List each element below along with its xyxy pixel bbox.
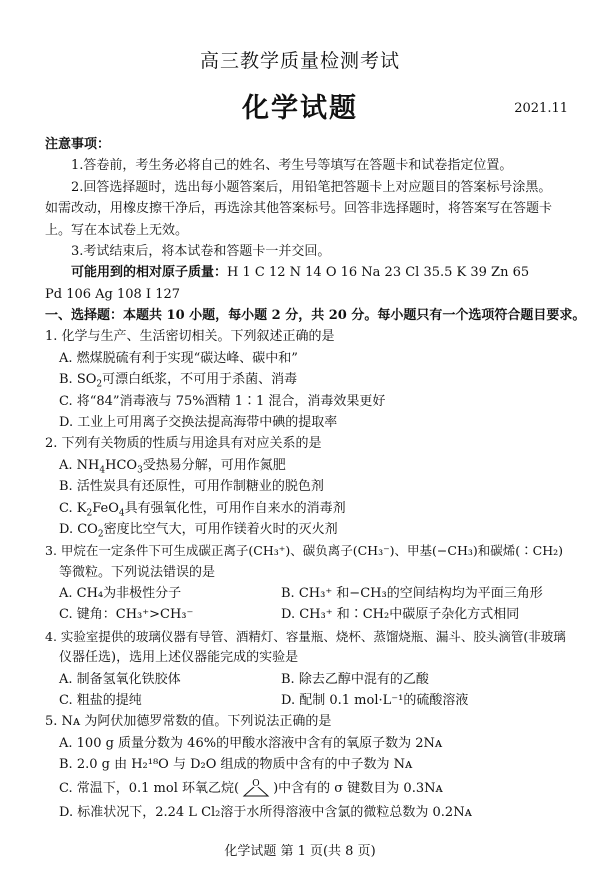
q2-c-sub-2: 4: [118, 508, 125, 519]
notice-item-3: 3.考试结束后，将本试卷和答题卡一并交回。: [71, 243, 331, 259]
q2-a-sub-1: 4: [99, 465, 106, 476]
notice-item-2-line-3: 上。写在本试卷上无效。: [45, 222, 189, 238]
q2-option-c: [45, 498, 585, 519]
q2-c-text-1: C. K: [59, 500, 87, 516]
q3-option-c: C. 键角：CH₃⁺>CH₃⁻: [59, 607, 194, 623]
page-footer: 化学试题 第 1 页(共 8 页): [224, 844, 376, 859]
notice-heading: 注意事项：: [45, 137, 111, 152]
q1-stem: 1. 化学与生产、生活密切相关。下列叙述正确的是: [45, 329, 335, 345]
q2-option-a: [45, 455, 585, 476]
q3-option-d: D. CH₃⁺ 和∶CH₂中碳原子杂化方式相同: [281, 607, 520, 623]
exam-date: 2021.11: [514, 101, 568, 116]
atomic-mass-label: 可能用到的相对原子质量：: [71, 265, 228, 281]
notice-item-2-line-2: 如需改动，用橡皮擦干净后，再选涂其他答案标号。回答非选择题时，将答案写在答题卡: [45, 201, 553, 217]
epoxide-structure-icon: [241, 778, 271, 798]
atomic-mass-values-2: Pd 106 Ag 108 I 127: [45, 286, 181, 302]
q2-option-b: B. 活性炭具有还原性，可用作制糖业的脱色剂: [59, 479, 324, 495]
questions-section: [45, 305, 585, 823]
q3-stem-line-1: 3. 甲烷在一定条件下可生成碳正离子(CH₃⁺)、碳负离子(CH₃⁻)、甲基(−CH₃)和碳烯(∶CH₂): [45, 543, 563, 559]
q4-option-d: D. 配制 0.1 mol·L⁻¹的硫酸溶液: [281, 693, 469, 709]
q4-options-cd: [45, 690, 585, 711]
q2-a-text-2: HCO: [105, 457, 138, 473]
notice-item-2-line-1: 2.回答选择题时，选出每小题答案后，用铅笔把答题卡上对应题目的答案标号涂黑。: [71, 179, 552, 195]
q2-c-text-2: FeO: [92, 500, 119, 516]
q1-b-text-2: 可漂白纸浆，不可用于杀菌、消毒: [102, 372, 298, 388]
notice-section: [45, 134, 585, 305]
q4-stem-line-1: 4. 实验室提供的玻璃仪器有导管、酒精灯、容量瓶、烧杯、蒸馏烧瓶、漏斗、胶头滴管(非玻璃: [45, 628, 566, 644]
q4-options-ab: [45, 669, 585, 690]
q3-options-ab: [45, 583, 585, 604]
q2-stem: 2. 下列有关物质的性质与用途具有对应关系的是: [45, 436, 322, 452]
q5-stem: 5. Nᴀ 为阿伏加德罗常数的值。下列说法正确的是: [45, 714, 332, 730]
q3-option-b: B. CH₃⁺ 和−CH₃的空间结构均为平面三角形: [281, 586, 543, 602]
q4-option-c: C. 粗盐的提纯: [59, 693, 142, 709]
q4-option-b: B. 除去乙醇中混有的乙酸: [281, 671, 429, 687]
notice-item-1: 1.答卷前，考生务必将自己的姓名、考生号等填写在答题卡和试卷指定位置。: [71, 158, 513, 174]
subject-title: 化学试题: [242, 93, 358, 124]
q5-option-b: B. 2.0 g 由 H₂¹⁸O 与 D₂O 组成的物质中含有的中子数为 Nᴀ: [59, 757, 413, 773]
q2-d-sub: 2: [97, 529, 104, 540]
q3-stem-line-2: 等微粒。下列说法错误的是: [59, 564, 216, 580]
q5-option-d: D. 标准状况下，2.24 L Cl₂溶于水所得溶液中含氯的微粒总数为 0.2Nᴀ: [59, 804, 472, 820]
q2-c-text-3: 具有强氧化性，可用作自来水的消毒剂: [124, 500, 346, 516]
epoxide-oxygen-label: O: [252, 779, 260, 790]
q3-options-cd: [45, 604, 585, 625]
q1-b-sub: 2: [96, 379, 103, 390]
q1-b-text-1: B. SO: [59, 372, 97, 388]
q4-stem-line-2: 仪器任选)，选用上述仪器能完成的实验是: [59, 650, 299, 666]
atomic-mass-line-1: [45, 262, 585, 283]
q2-a-text-1: A. NH: [59, 457, 100, 473]
q2-c-sub-1: 2: [86, 508, 93, 519]
q5-option-c: [45, 776, 585, 802]
q2-d-text-2: 密度比空气大，可用作镁着火时的灭火剂: [103, 521, 338, 537]
exam-title: 高三教学质量检测考试: [199, 50, 400, 72]
q2-d-text-1: D. CO: [59, 521, 98, 537]
q1-option-b: [45, 369, 585, 390]
q5-c-text-1: C. 常温下，0.1 mol 环氧乙烷(: [59, 780, 240, 796]
section1-heading: 一、选择题：本题共 10 小题，每小题 2 分，共 20 分。每小题只有一个选项符合题目要求。: [45, 308, 586, 323]
q3-option-a: A. CH₄为非极性分子: [59, 586, 182, 602]
q2-option-d: [45, 519, 585, 540]
q2-a-text-3: 受热易分解，可用作氮肥: [142, 457, 286, 473]
q4-option-a: A. 制备氢氧化铁胶体: [59, 671, 181, 687]
q1-option-c: C. 将“84”消毒液与 75%酒精 1∶1 混合，消毒效果更好: [59, 393, 386, 409]
q1-option-d: D. 工业上可用离子交换法提高海带中碘的提取率: [59, 414, 338, 430]
q5-option-a: A. 100 g 质量分数为 46%的甲酸水溶液中含有的氧原子数为 2Nᴀ: [59, 735, 443, 751]
q5-c-text-2: )中含有的 σ 键数目为 0.3Nᴀ: [273, 780, 443, 796]
q1-option-a: A. 燃煤脱硫有利于实现“碳达峰、碳中和”: [59, 350, 298, 366]
atomic-mass-values-1: H 1 C 12 N 14 O 16 Na 23 Cl 35.5 K 39 Zn 65: [227, 265, 530, 281]
q2-a-sub-2: 3: [137, 465, 143, 476]
